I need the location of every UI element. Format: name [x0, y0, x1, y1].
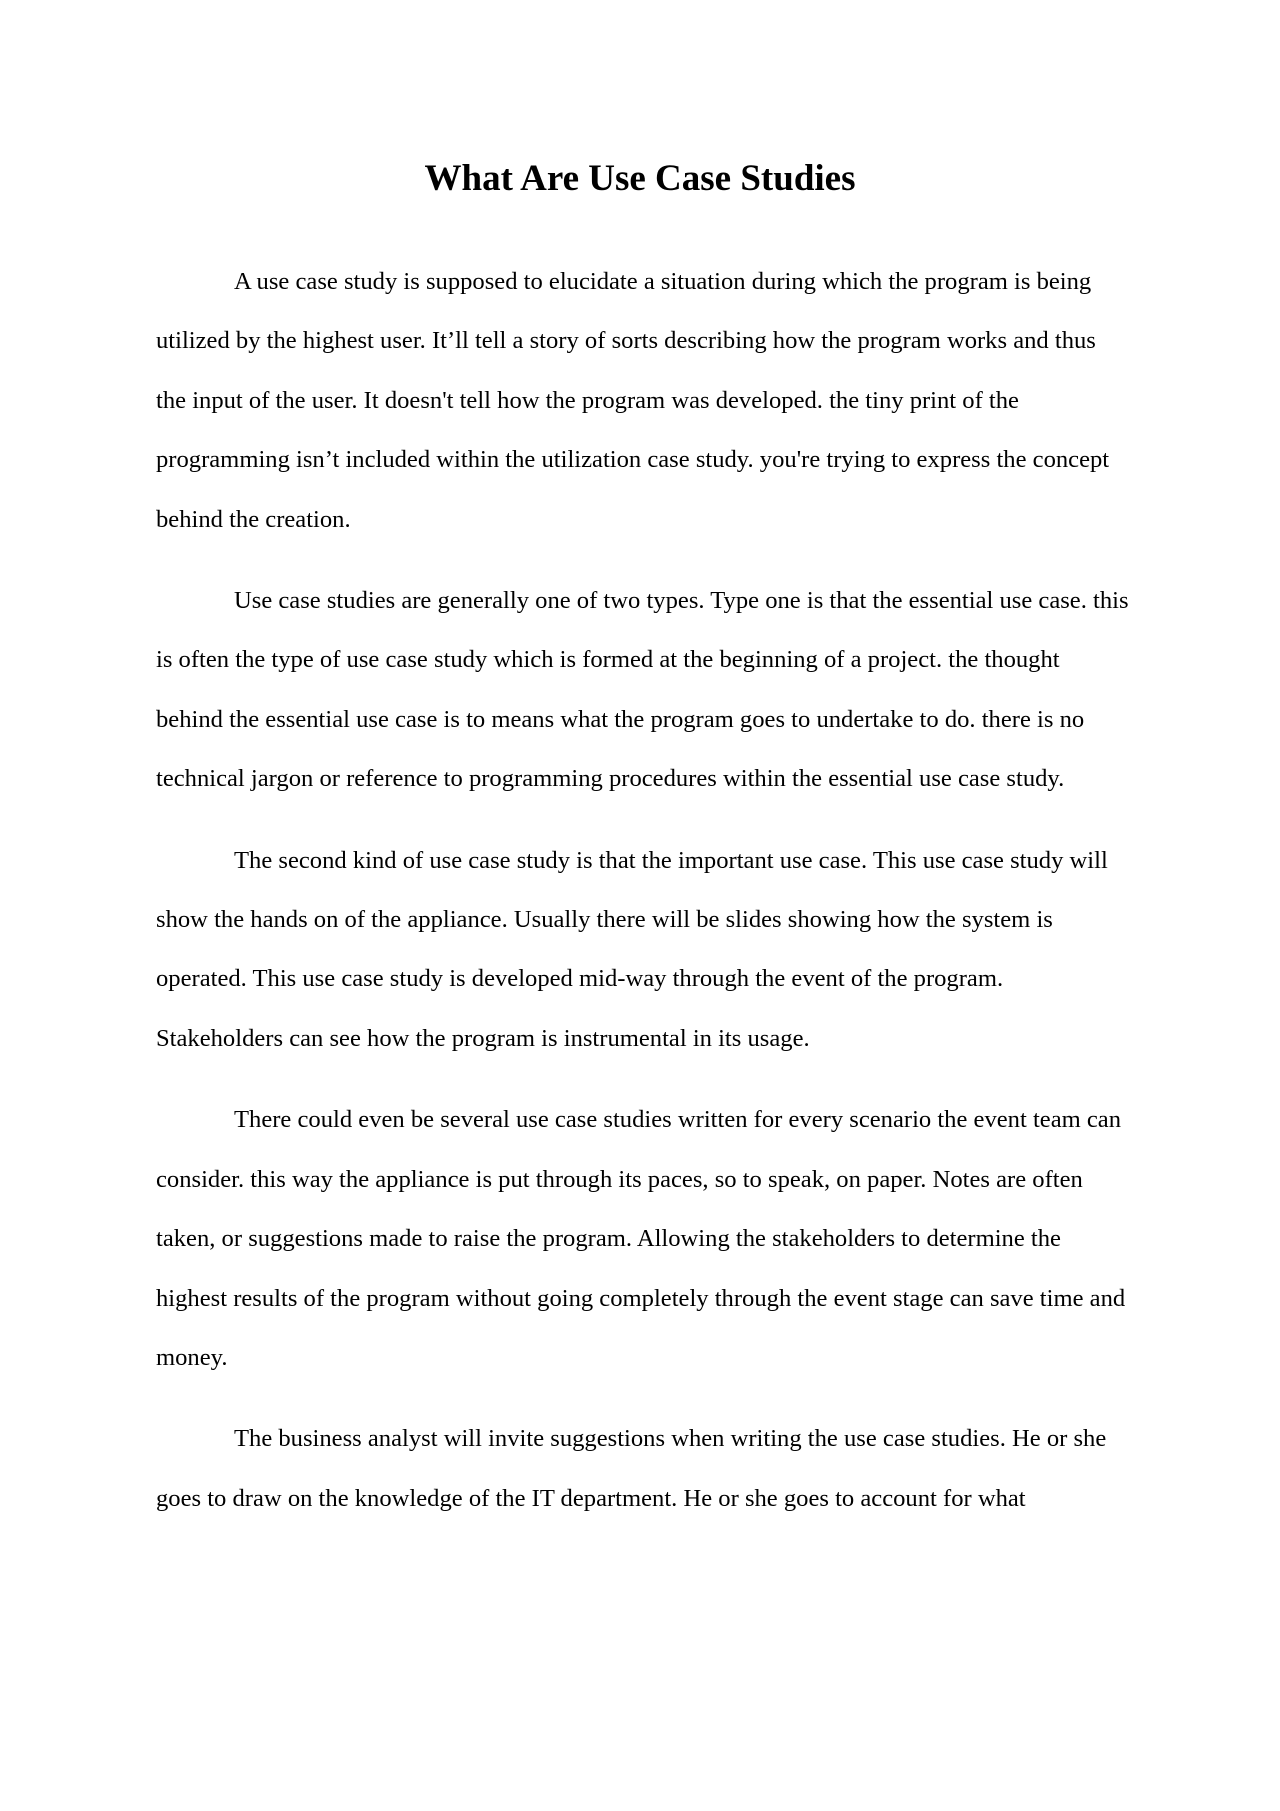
paragraph-2: Use case studies are generally one of two types. Type one is that the essential use case. this is often the type of use case study which is formed at the beginning of a project. the thought behind the essential use case is to means what the program goes to undertake to do. there is no technical jargon or reference to programming procedures within the essential use case study.	[156, 587, 1129, 793]
paragraph-1: A use case study is supposed to elucidate a situation during which the program is being utilized by the highest user. It’ll tell a story of sorts describing how the program works and thus the input of the user. It doesn't tell how the program was developed. the tiny print of the programming isn’t included within the utilization case study. you're trying to express the concept behind the creation.	[156, 268, 1110, 533]
document-body	[156, 252, 1131, 1528]
paragraph-5: The business analyst will invite suggestions when writing the use case studies. He or she goes to draw on the knowledge of the IT department. He or she goes to account for what	[156, 1425, 1107, 1512]
paragraph-3: The second kind of use case study is that the important use case. This use case study will show the hands on of the appliance. Usually there will be slides showing how the system is operated. This use case study is developed mid-way through the event of the program. Stakeholders can see how the program is instrumental in its usage.	[156, 846, 1108, 1052]
paragraph-4: There could even be several use case studies written for every scenario the event team can consider. this way the appliance is put through its paces, so to speak, on paper. Notes are often taken, or suggestions made to raise the program. Allowing the stakeholders to determine the highest results of the program without going completely through the event stage can save time and money.	[156, 1106, 1126, 1371]
page-title: What Are Use Case Studies	[424, 158, 856, 199]
